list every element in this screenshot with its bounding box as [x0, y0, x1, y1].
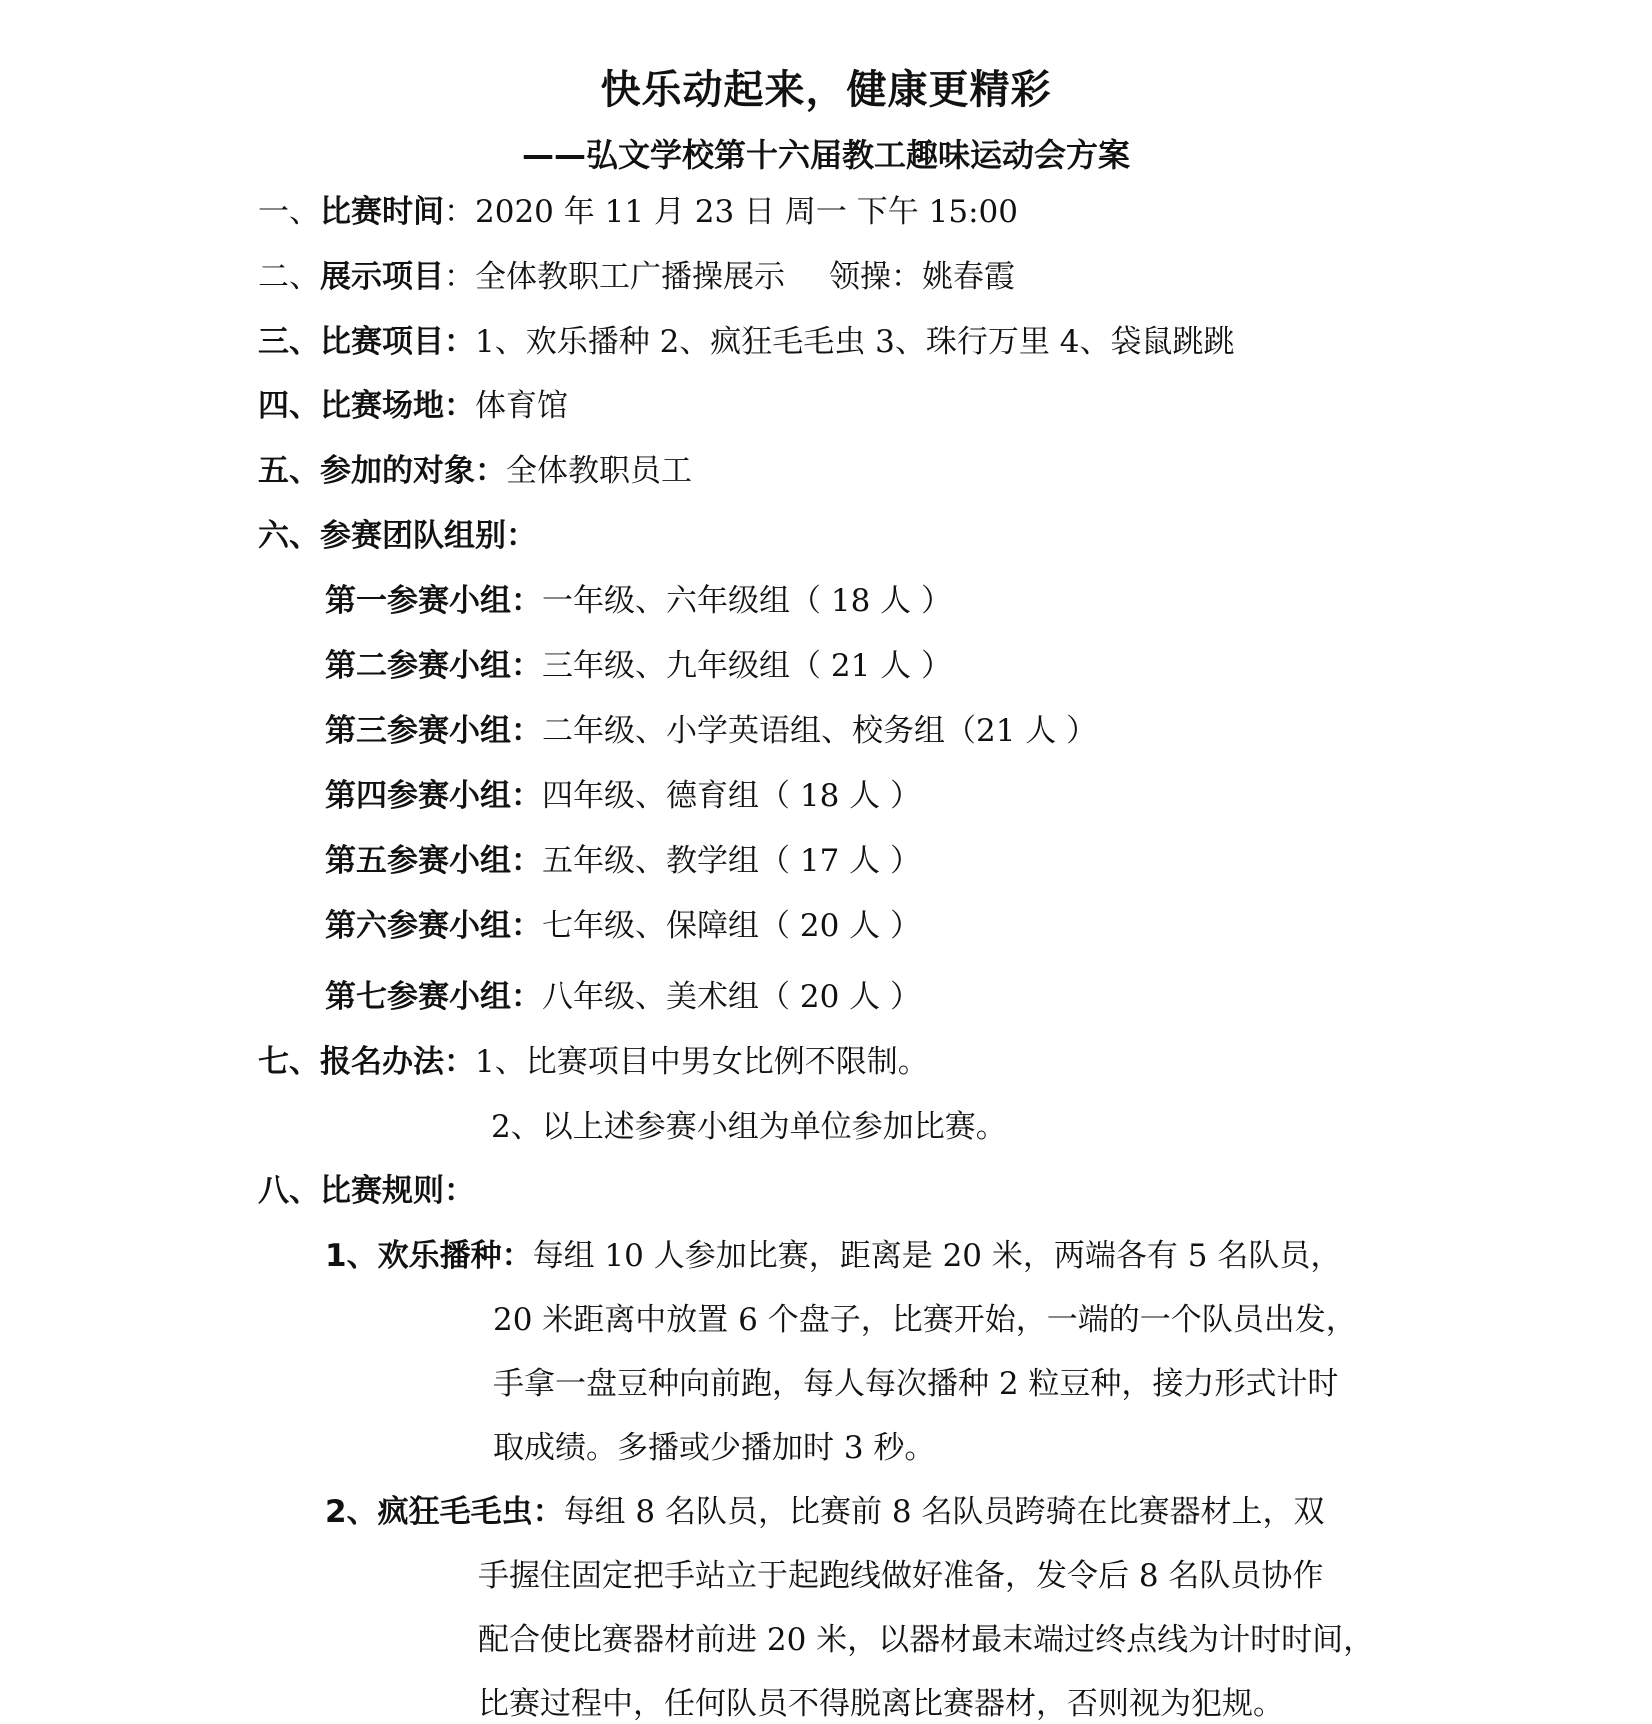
rule-label: 1、欢乐播种：	[325, 1238, 533, 1274]
rule-1	[325, 1236, 1341, 1276]
group-value: 五年级、教学组（ 17 人 ）	[542, 843, 922, 879]
section-label: 三、比赛项目：	[258, 324, 475, 360]
rule-label: 2、疯狂毛毛虫：	[325, 1494, 564, 1530]
section-label: 展示项目	[320, 259, 444, 295]
group-value: 四年级、德育组（ 18 人 ）	[542, 778, 922, 814]
group-label: 第五参赛小组：	[325, 843, 542, 879]
group-value: 三年级、九年级组（ 21 人 ）	[542, 648, 953, 684]
section-venue	[258, 386, 568, 426]
section-teams	[258, 516, 537, 556]
group-value: 七年级、保障组（ 20 人 ）	[542, 908, 922, 944]
rule-text: 手拿一盘豆种向前跑，每人每次播种 2 粒豆种，接力形式计时	[493, 1366, 1339, 1402]
registration-item: 1、比赛项目中男女比例不限制。	[475, 1044, 929, 1080]
section-label: 八、比赛规则：	[258, 1173, 475, 1209]
section-value: ：2020 年 11 月 23 日 周一 下午 15:00	[444, 194, 1018, 230]
rule-text: 比赛过程中，任何队员不得脱离比赛器材，否则视为犯规。	[478, 1686, 1284, 1722]
section-label: 四、比赛场地：	[258, 388, 475, 424]
section-number: 二、	[258, 259, 320, 295]
group-label: 第二参赛小组：	[325, 648, 542, 684]
rule-2	[325, 1492, 1324, 1532]
rule-text: 每组 10 人参加比赛，距离是 20 米，两端各有 5 名队员，	[532, 1238, 1342, 1274]
section-value: ：全体教职工广播操展示	[444, 259, 785, 295]
exercise-leader: 领操：姚春霞	[829, 259, 1015, 295]
group-row	[325, 581, 952, 621]
section-label: 五、参加的对象：	[258, 453, 506, 489]
section-participants	[258, 451, 692, 491]
group-label: 第三参赛小组：	[325, 713, 542, 749]
group-label: 第一参赛小组：	[325, 583, 542, 619]
section-value: 全体教职员工	[506, 453, 692, 489]
rule-text: 手握住固定把手站立于起跑线做好准备，发令后 8 名队员协作	[478, 1558, 1324, 1594]
registration-item: 2、以上述参赛小组为单位参加比赛。	[491, 1109, 1007, 1145]
group-value: 一年级、六年级组（ 18 人 ）	[542, 583, 953, 619]
document-title: 快乐动起来，健康更精彩	[600, 67, 1052, 113]
group-row	[325, 906, 921, 946]
group-row	[325, 646, 952, 686]
section-label: 比赛时间	[320, 194, 444, 230]
section-label: 六、参赛团队组别：	[258, 518, 537, 554]
group-row	[325, 711, 1097, 751]
section-display-item	[258, 257, 1015, 297]
section-label: 七、报名办法：	[258, 1044, 475, 1080]
rule-text: 每组 8 名队员，比赛前 8 名队员跨骑在比赛器材上，双	[563, 1494, 1325, 1530]
group-label: 第六参赛小组：	[325, 908, 542, 944]
group-row	[325, 776, 921, 816]
section-number: 一、	[258, 194, 320, 230]
rule-text: 20 米距离中放置 6 个盘子，比赛开始，一端的一个队员出发，	[493, 1302, 1357, 1338]
group-value: 八年级、美术组（ 20 人 ）	[542, 979, 922, 1015]
section-rules	[258, 1171, 475, 1211]
section-time	[258, 192, 1018, 232]
document-subtitle: ——弘文学校第十六届教工趣味运动会方案	[521, 136, 1130, 174]
rule-text: 取成绩。多播或少播加时 3 秒。	[493, 1430, 936, 1466]
group-label: 第四参赛小组：	[325, 778, 542, 814]
group-label: 第七参赛小组：	[325, 979, 542, 1015]
section-events	[258, 322, 1234, 362]
section-value: 体育馆	[475, 388, 568, 424]
group-row	[325, 841, 921, 881]
group-row	[325, 977, 921, 1017]
section-value: 1、欢乐播种 2、疯狂毛毛虫 3、珠行万里 4、袋鼠跳跳	[475, 324, 1235, 360]
section-registration	[258, 1042, 929, 1082]
group-value: 二年级、小学英语组、校务组（21 人 ）	[542, 713, 1098, 749]
rule-text: 配合使比赛器材前进 20 米，以器材最末端过终点线为计时时间，	[478, 1622, 1375, 1658]
